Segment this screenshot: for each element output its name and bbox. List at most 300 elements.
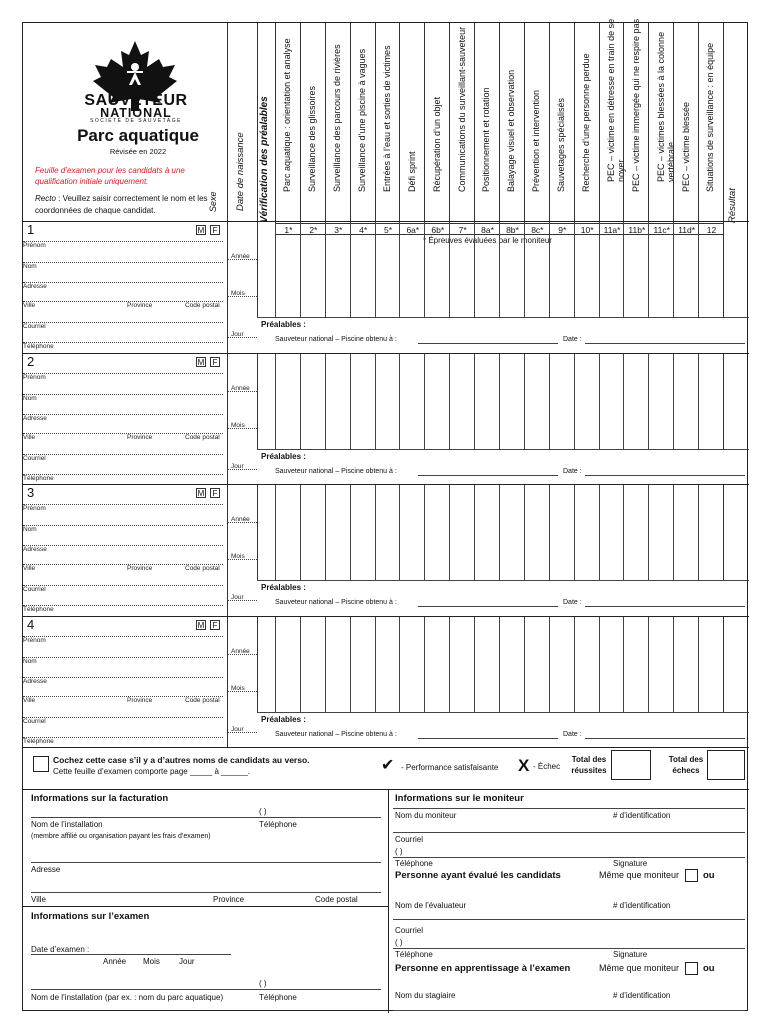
postal-label: Code postal — [185, 565, 220, 572]
adresse-line[interactable] — [23, 677, 223, 678]
date-line[interactable] — [585, 738, 745, 739]
grid-line — [275, 222, 276, 317]
grid-line — [375, 222, 376, 317]
mois-line[interactable] — [228, 296, 257, 297]
evaluateur-paren: ( ) — [395, 938, 403, 947]
obtenu-line[interactable] — [418, 738, 558, 739]
resultat-divider — [723, 354, 724, 449]
evaluateur-phone-label: Téléphone — [395, 950, 433, 959]
grid-line — [424, 617, 425, 712]
nom-line[interactable] — [23, 657, 223, 658]
grid-line — [524, 354, 525, 449]
sex-m-box[interactable]: M — [197, 226, 205, 235]
resultat-label: Résultat — [727, 188, 738, 224]
grid-line — [350, 485, 351, 580]
annee-line[interactable] — [228, 391, 257, 392]
grid-line — [574, 354, 575, 449]
exam-mois: Mois — [143, 957, 160, 966]
test-column-number: 8b* — [506, 225, 519, 235]
obtenu-label: Sauveteur national – Piscine obtenu à : — [275, 467, 397, 475]
grid-line — [599, 617, 600, 712]
prenom-line[interactable] — [23, 241, 223, 242]
telephone-label: Téléphone — [23, 343, 54, 350]
resultat-header — [723, 23, 749, 235]
grid-line — [449, 222, 450, 317]
test-column-header — [499, 23, 524, 223]
prealables-divider — [257, 712, 749, 713]
obtenu-line[interactable] — [418, 343, 558, 344]
telephone-label: Téléphone — [23, 737, 54, 745]
billing-province-label: Province — [213, 895, 245, 904]
exam-date-line[interactable] — [31, 954, 231, 955]
grid-line — [499, 617, 500, 712]
test-column-label: PEC – victime en détresse en train de se noyer — [605, 18, 626, 182]
candidate-block — [23, 221, 749, 352]
annee-label: Année — [231, 516, 250, 523]
grid-line — [350, 617, 351, 712]
stagiaire-meme-checkbox[interactable] — [685, 962, 698, 975]
date-label: Date : — [563, 730, 582, 738]
candidate-block — [23, 616, 749, 747]
test-column-number: 4* — [359, 225, 368, 235]
prealables-label: Préalables : — [261, 451, 306, 461]
nom-label: Nom — [23, 526, 37, 533]
grid-line — [499, 354, 500, 449]
jour-label: Jour — [231, 331, 244, 338]
evaluateur-meme: Même que moniteur — [599, 870, 680, 880]
mois-line[interactable] — [228, 428, 257, 429]
test-column-number: 5* — [384, 225, 393, 235]
postal-label: Code postal — [185, 433, 220, 441]
grid-line — [325, 354, 326, 449]
grid-line — [375, 617, 376, 712]
test-column-label: Recherche d’une personne perdue — [581, 52, 592, 192]
grid-line — [399, 617, 400, 712]
billing-city-label: Ville — [31, 895, 46, 904]
test-column-header — [325, 23, 350, 223]
sex-f-box[interactable]: F — [210, 357, 220, 367]
test-column-header — [474, 23, 499, 223]
mois-line[interactable] — [228, 559, 257, 560]
test-column-label: Défi sprint — [406, 150, 417, 192]
grid-line — [673, 617, 674, 712]
recto-prefix: Recto — [35, 194, 56, 203]
adresse-line[interactable] — [23, 282, 223, 283]
grid-line — [549, 617, 550, 712]
logo-sub: SOCIÉTÉ DE SAUVETAGE — [90, 118, 182, 124]
grid-line — [648, 617, 649, 712]
test-column-header — [375, 23, 400, 223]
stagiaire-meme: Même que moniteur — [599, 963, 680, 973]
test-column-label: Sauvetages spécialisés — [556, 97, 567, 192]
prealables-label: Préalables : — [261, 320, 306, 329]
moniteur-courriel-line[interactable] — [393, 832, 745, 833]
grid-line — [599, 485, 600, 580]
adresse-line[interactable] — [23, 545, 223, 546]
mois-label: Mois — [231, 290, 245, 297]
adresse-line[interactable] — [23, 414, 223, 415]
grid-line — [474, 485, 475, 580]
moniteur-paren: ( ) — [395, 847, 403, 856]
evaluateur-phone-line[interactable] — [393, 948, 745, 949]
exam-title: Informations sur l’examen — [31, 911, 150, 922]
total-echecs-label: Total des échecs — [668, 755, 704, 775]
more-candidates-checkbox[interactable] — [33, 756, 49, 772]
telephone-label: Téléphone — [23, 474, 54, 482]
stagiaire-nom-line[interactable] — [393, 1010, 745, 1011]
jour-label: Jour — [231, 725, 244, 733]
mois-line[interactable] — [228, 691, 257, 692]
test-column-number: 11b* — [628, 225, 646, 235]
grid-line — [399, 485, 400, 580]
billing-address-label: Adresse — [31, 865, 61, 874]
obtenu-line[interactable] — [418, 606, 558, 607]
adresse-label: Adresse — [23, 546, 47, 553]
dob-divider — [227, 222, 228, 353]
test-column-header — [673, 23, 698, 223]
jour-label: Jour — [231, 594, 244, 601]
stagiaire-id-label: # d’identification — [613, 991, 671, 1000]
prealables-label: Préalables : — [261, 714, 306, 724]
total-reussites-label: Total des réussites — [571, 755, 607, 775]
nom-line[interactable] — [23, 525, 223, 526]
info-divider — [388, 790, 389, 1013]
grid-line — [599, 222, 600, 317]
check-icon: ✔ — [381, 757, 395, 774]
nom-line[interactable] — [23, 262, 223, 263]
adresse-label: Adresse — [23, 677, 47, 685]
resultat-divider — [723, 617, 724, 712]
total-reussites-box[interactable] — [611, 750, 651, 780]
jour-line[interactable] — [228, 469, 257, 470]
date-label: Date : — [563, 599, 582, 606]
test-column-label: Prévention et intervention — [531, 89, 542, 192]
perf-label: - Performance satisfaisante — [401, 763, 499, 772]
grid-line — [623, 354, 624, 449]
info-area — [23, 789, 749, 1012]
red-note: Feuille d’examen pour les candidats à une qualification initiale uniquement. — [35, 166, 185, 186]
test-column-header — [623, 18, 648, 223]
courriel-line[interactable] — [23, 322, 223, 323]
courriel-label: Courriel — [23, 323, 46, 330]
test-column-number: 1* — [284, 225, 293, 235]
prenom-line[interactable] — [23, 504, 223, 505]
test-column-number: 11d* — [678, 225, 696, 235]
exam-sheet — [22, 18, 748, 1011]
billing-title: Informations sur la facturation — [31, 793, 169, 804]
mois-label: Mois — [231, 684, 245, 692]
logo-line1: SAUVETEUR — [84, 92, 188, 109]
test-column-number: 11a* — [603, 225, 621, 235]
evaluateur-ou: ou — [703, 870, 715, 881]
grid-line — [574, 222, 575, 317]
test-column-label: Surveillance d’une piscine à vagues — [357, 48, 368, 192]
total-echecs-box[interactable] — [707, 750, 745, 780]
grid-line — [698, 617, 699, 712]
verif-divider — [257, 617, 258, 712]
resultat-divider — [723, 222, 724, 317]
billing-membre: (membre affilié ou organisation payant les frais d’examen) — [31, 833, 211, 840]
grid-line — [399, 222, 400, 317]
test-column-number: 2* — [309, 225, 318, 235]
annee-line[interactable] — [228, 259, 257, 260]
grid-line — [648, 222, 649, 317]
grid-line — [623, 485, 624, 580]
resultat-divider — [723, 485, 724, 580]
jour-line[interactable] — [228, 732, 257, 733]
postal-label: Code postal — [185, 302, 220, 309]
test-column-header — [524, 23, 549, 223]
grid-line — [648, 485, 649, 580]
test-column-number: 8c* — [531, 225, 544, 235]
grid-line — [673, 485, 674, 580]
test-column-number: 12 — [706, 225, 717, 235]
sexe-label: Sexe — [208, 191, 218, 212]
prenom-line[interactable] — [23, 373, 223, 374]
dob-divider — [227, 485, 228, 616]
moniteur-nom-label: Nom du moniteur — [395, 811, 457, 820]
nom-label: Nom — [23, 657, 37, 665]
nom-line[interactable] — [23, 394, 223, 395]
mois-label: Mois — [231, 553, 245, 560]
sex-f-box[interactable]: F — [210, 620, 220, 630]
dob-label: Date de naissance — [235, 132, 246, 212]
grid-line — [449, 485, 450, 580]
grid-line — [549, 222, 550, 317]
grid-line — [375, 485, 376, 580]
billing-installation-label: Nom de l’installation — [31, 820, 103, 829]
test-column-label: PEC – victimes blessées à la colonne vertébrale — [655, 31, 676, 182]
grid-line — [474, 222, 475, 317]
annee-label: Année — [231, 384, 250, 392]
mois-label: Mois — [231, 421, 245, 429]
billing-line[interactable] — [31, 817, 381, 818]
grid-line — [325, 222, 326, 317]
moniteur-phone-line[interactable] — [393, 857, 745, 858]
test-column-header — [599, 18, 626, 223]
date-label: Date : — [563, 336, 582, 343]
grid-line — [524, 617, 525, 712]
stagiaire-nom-label: Nom du stagiaire — [395, 991, 456, 1000]
prenom-label: Prénom — [23, 242, 46, 249]
exam-paren: ( ) — [259, 979, 267, 988]
billing-address-line[interactable] — [31, 862, 381, 863]
logo-line2: NATIONAL — [100, 106, 172, 120]
telephone-label: Téléphone — [23, 606, 54, 613]
prenom-label: Prénom — [23, 505, 46, 512]
sex-f-box[interactable]: F — [210, 225, 220, 235]
checkbox-text: Cochez cette case s’il y a d’autres noms de candidats au verso. — [53, 755, 310, 765]
courriel-line[interactable] — [23, 717, 223, 718]
candidate-number: 1 — [27, 222, 35, 237]
exam-date-label: Date d’examen : — [31, 945, 90, 954]
grid-line — [350, 222, 351, 317]
evaluateur-nom-label: Nom de l’évaluateur — [395, 901, 467, 910]
courriel-line[interactable] — [23, 585, 223, 586]
date-line[interactable] — [585, 606, 745, 607]
recto-text: : Veuillez saisir correctement le nom et les coordonnées de chaque candidat. — [35, 194, 208, 215]
annee-line[interactable] — [228, 522, 257, 523]
dob-header — [227, 23, 257, 223]
grid-line — [350, 354, 351, 449]
exam-annee: Année — [103, 957, 127, 966]
billing-city-line[interactable] — [31, 892, 381, 893]
test-column-label: Balayage visuel et observation — [506, 69, 517, 192]
moniteur-courriel-label: Courriel — [395, 835, 424, 844]
test-column-label: Entrées à l’eau et sorties de victimes — [381, 44, 392, 192]
grid-line — [474, 354, 475, 449]
grid-line — [275, 617, 276, 712]
moniteur-top-line — [393, 808, 745, 809]
test-column-number: 3* — [334, 225, 343, 235]
nom-label: Nom — [23, 263, 37, 270]
billing-postal-label: Code postal — [315, 895, 358, 904]
grid-line — [499, 485, 500, 580]
sex-m-box[interactable]: M — [197, 620, 205, 630]
ville-label: Ville — [23, 565, 36, 572]
verif-divider — [257, 354, 258, 449]
annee-label: Année — [231, 647, 250, 655]
annee-label: Année — [231, 253, 250, 260]
test-column-header — [275, 23, 300, 223]
test-column-header — [574, 23, 599, 223]
test-column-header — [399, 23, 424, 223]
exam-phone-label: Téléphone — [259, 993, 297, 1002]
test-column-label: Parc aquatique : orientation et analyse — [282, 37, 293, 192]
test-column-number: 9* — [558, 225, 567, 235]
revised-date: Révisée en 2022 — [109, 147, 167, 156]
verification-label: Vérification des préalables — [259, 95, 270, 223]
test-column-header — [300, 23, 325, 223]
test-column-label: Récupération d’un objet — [431, 96, 442, 192]
grid-line — [574, 617, 575, 712]
verif-divider — [257, 222, 258, 317]
grid-line — [275, 485, 276, 580]
evaluateur-nom-line[interactable] — [393, 919, 745, 920]
grid-line — [673, 222, 674, 317]
grid-line — [549, 485, 550, 580]
grid-line — [698, 485, 699, 580]
evaluateur-id-label: # d’identification — [613, 901, 671, 910]
grid-line — [449, 354, 450, 449]
nom-label: Nom — [23, 394, 37, 402]
test-column-header — [424, 23, 449, 223]
exam-divider — [23, 906, 388, 907]
recto-note — [35, 193, 215, 217]
exam-installation-label: Nom de l’installation (par ex. : nom du parc aquatique) — [31, 993, 224, 1002]
grid-line — [499, 222, 500, 317]
sex-m-box[interactable]: M — [197, 357, 205, 367]
sex-m-box[interactable]: M — [197, 489, 205, 498]
grid-line — [474, 617, 475, 712]
grid-line — [424, 485, 425, 580]
prenom-line[interactable] — [23, 636, 223, 637]
province-label: Province — [127, 302, 153, 309]
footer-row — [23, 747, 749, 789]
grid-line — [424, 222, 425, 317]
grid-line — [399, 354, 400, 449]
test-column-label: Positionnement et rotation — [481, 86, 492, 192]
candidate-number: 3 — [27, 485, 35, 500]
sex-f-box[interactable]: F — [210, 488, 220, 498]
test-column-number: 10* — [580, 225, 594, 235]
x-icon: X — [518, 756, 530, 775]
obtenu-label: Sauveteur national – Piscine obtenu à : — [275, 599, 397, 606]
annee-line[interactable] — [228, 654, 257, 655]
prealables-divider — [257, 580, 749, 581]
courriel-line[interactable] — [23, 454, 223, 455]
grid-line — [524, 485, 525, 580]
test-column-label: Situations de surveillance : en équipe — [705, 42, 716, 192]
prenom-label: Prénom — [23, 636, 46, 644]
jour-line[interactable] — [228, 600, 257, 601]
dob-divider — [227, 354, 228, 485]
moniteur-title: Informations sur le moniteur — [395, 793, 524, 804]
test-column-header — [549, 23, 574, 223]
jour-line[interactable] — [228, 337, 257, 338]
prealables-label: Préalables : — [261, 583, 306, 592]
grid-line — [300, 222, 301, 317]
moniteur-phone-label: Téléphone — [395, 859, 433, 868]
courriel-label: Courriel — [23, 717, 46, 725]
echec-label: - Échec — [533, 762, 561, 771]
date-line[interactable] — [585, 475, 745, 476]
test-column-label: Communications du surveillant-sauveteur — [456, 26, 467, 192]
grid-line — [300, 485, 301, 580]
prenom-label: Prénom — [23, 373, 46, 381]
grid-line — [424, 354, 425, 449]
grid-line — [648, 354, 649, 449]
verification-header — [257, 23, 275, 235]
footnote: * Épreuves évaluées par le moniteur — [423, 236, 552, 245]
evaluateur-meme-checkbox[interactable] — [685, 869, 698, 882]
adresse-label: Adresse — [23, 414, 47, 422]
sexe-header — [205, 23, 227, 223]
test-column-number: 6a* — [406, 225, 420, 235]
test-column-header — [350, 23, 375, 223]
ville-label: Ville — [23, 696, 36, 704]
grid-line — [275, 354, 276, 449]
grid-line — [300, 617, 301, 712]
test-column-header — [648, 23, 676, 223]
adresse-label: Adresse — [23, 283, 47, 290]
exam-installation-line[interactable] — [31, 989, 381, 990]
prealables-divider — [257, 317, 749, 318]
evaluateur-signature-label: Signature — [613, 950, 648, 959]
postal-label: Code postal — [185, 696, 220, 704]
test-column-header — [698, 23, 723, 223]
moniteur-signature-label: Signature — [613, 859, 648, 868]
test-column-label: PEC – victime blessée — [680, 101, 691, 192]
obtenu-line[interactable] — [418, 475, 558, 476]
test-column-label: PEC – victime immergée qui ne respire pas — [630, 18, 641, 192]
date-label: Date : — [563, 467, 582, 475]
grid-line — [449, 617, 450, 712]
date-line[interactable] — [585, 343, 745, 344]
billing-paren: ( ) — [259, 807, 267, 816]
grid-line — [673, 354, 674, 449]
moniteur-id-label: # d’identification — [613, 811, 671, 820]
courriel-label: Courriel — [23, 454, 46, 462]
grid-line — [623, 617, 624, 712]
page-count-text: Cette feuille d’examen comporte page _____ à ______. — [53, 767, 251, 776]
grid-line — [698, 354, 699, 449]
grid-line — [524, 222, 525, 317]
candidate-number: 2 — [27, 353, 35, 369]
page-title: Parc aquatique — [77, 126, 199, 145]
grid-line — [623, 222, 624, 317]
ville-label: Ville — [23, 433, 36, 441]
